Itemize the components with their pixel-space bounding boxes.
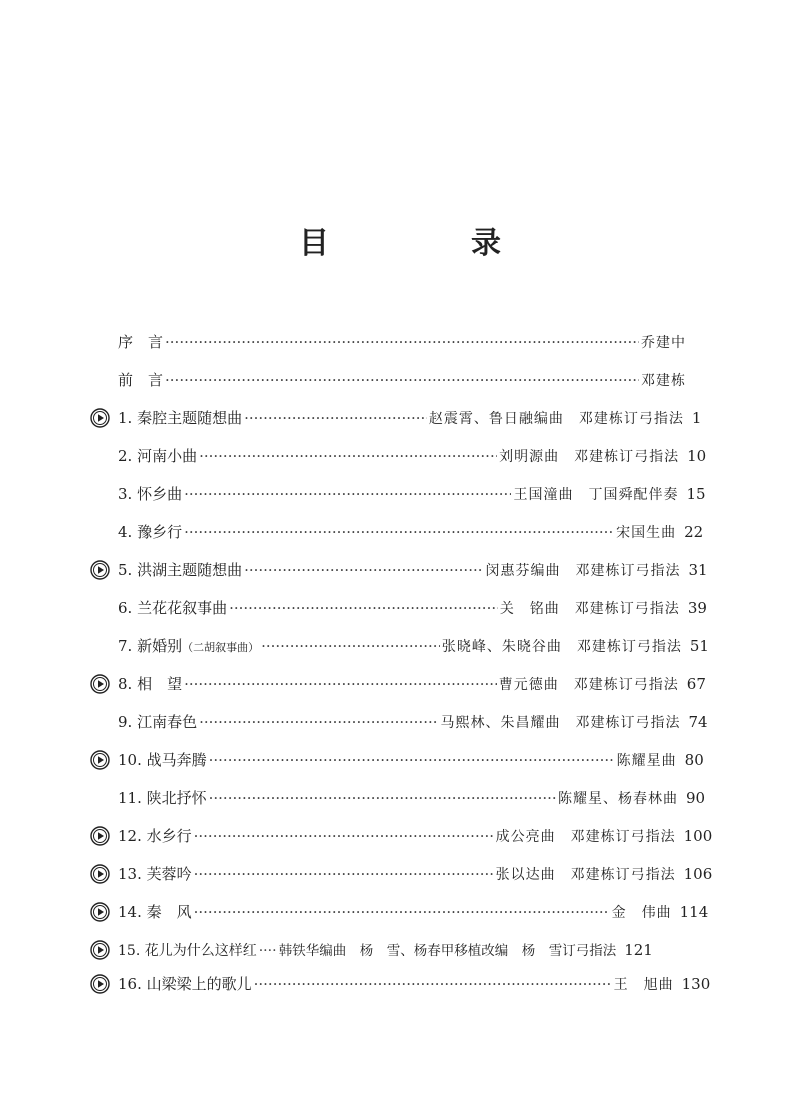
play-circle-icon[interactable] bbox=[90, 826, 110, 846]
entry-credit: 闵惠芬编曲 邓建栋订弓指法 bbox=[485, 563, 681, 579]
leader-dots bbox=[184, 520, 614, 544]
leader-dots bbox=[209, 748, 615, 772]
leader-dots bbox=[259, 939, 277, 963]
toc-entry-4[interactable] bbox=[118, 520, 704, 544]
entry-credit: 张晓峰、朱晓谷曲 邓建栋订弓指法 bbox=[441, 639, 682, 655]
toc-entry-preface[interactable] bbox=[118, 330, 694, 354]
entry-title: 1. 秦腔主题随想曲 bbox=[118, 409, 243, 427]
leader-dots bbox=[199, 444, 497, 468]
entry-title: 14. 秦 风 bbox=[118, 903, 192, 921]
entry-credit: 陈耀星、杨春林曲 bbox=[558, 791, 678, 807]
leader-dots bbox=[184, 482, 511, 506]
entry-page: 114 bbox=[679, 903, 709, 921]
entry-page: 100 bbox=[683, 827, 713, 845]
leader-dots bbox=[244, 558, 483, 582]
entry-page: 1 bbox=[691, 409, 702, 427]
toc-entry-14[interactable] bbox=[118, 900, 709, 924]
entry-page: 130 bbox=[681, 975, 711, 993]
leader-dots bbox=[254, 972, 612, 996]
entry-page: 121 bbox=[624, 941, 653, 959]
page-title: 目 录 bbox=[299, 226, 557, 261]
entry-title: 序 言 bbox=[118, 333, 164, 351]
entry-title: 12. 水乡行 bbox=[118, 827, 192, 845]
leader-dots bbox=[194, 824, 494, 848]
entry-title: 6. 兰花花叙事曲 bbox=[118, 599, 228, 617]
entry-page: 51 bbox=[689, 637, 709, 655]
entry-page: 31 bbox=[688, 561, 708, 579]
entry-page: 106 bbox=[683, 865, 713, 883]
leader-dots bbox=[209, 786, 556, 810]
entry-credit: 王 旭曲 bbox=[613, 977, 674, 993]
toc-entry-15[interactable] bbox=[118, 938, 694, 962]
entry-credit: 刘明源曲 邓建栋订弓指法 bbox=[499, 449, 680, 465]
toc-entry-7[interactable] bbox=[118, 634, 709, 658]
toc-entry-12[interactable] bbox=[118, 824, 713, 848]
toc-entry-5[interactable] bbox=[118, 558, 708, 582]
leader-dots bbox=[261, 634, 440, 658]
entry-title: 8. 相 望 bbox=[118, 675, 183, 693]
entry-page: 90 bbox=[686, 789, 706, 807]
entry-credit: 金 伟曲 bbox=[611, 905, 672, 921]
leader-dots bbox=[184, 672, 497, 696]
entry-page: 39 bbox=[687, 599, 707, 617]
toc-entry-1[interactable] bbox=[118, 406, 702, 430]
toc-entry-9[interactable] bbox=[118, 710, 708, 734]
play-circle-icon[interactable] bbox=[90, 902, 110, 922]
toc-entry-11[interactable] bbox=[118, 786, 706, 810]
entry-title: 16. 山梁梁上的歌儿 bbox=[118, 975, 252, 993]
entry-title: 13. 芙蓉吟 bbox=[118, 865, 192, 883]
entry-title: 11. 陕北抒怀 bbox=[118, 789, 207, 807]
entry-credit: 邓建栋 bbox=[641, 373, 686, 389]
entry-credit: 韩铁华编曲 杨 雪、杨春甲移植改编 杨 雪订弓指法 bbox=[278, 943, 617, 959]
entry-page: 80 bbox=[684, 751, 704, 769]
entry-credit: 陈耀星曲 bbox=[616, 753, 677, 769]
entry-credit: 关 铭曲 邓建栋订弓指法 bbox=[499, 601, 680, 617]
play-circle-icon[interactable] bbox=[90, 560, 110, 580]
toc-entry-8[interactable] bbox=[118, 672, 706, 696]
play-circle-icon[interactable] bbox=[90, 974, 110, 994]
entry-credit: 赵震霄、鲁日融编曲 邓建栋订弓指法 bbox=[428, 411, 684, 427]
entry-credit: 王国潼曲 丁国舜配伴奏 bbox=[513, 487, 679, 503]
leader-dots bbox=[194, 862, 494, 886]
entry-subtitle: （二胡叙事曲） bbox=[182, 641, 260, 654]
entry-credit: 曹元德曲 邓建栋订弓指法 bbox=[498, 677, 679, 693]
toc-entry-10[interactable] bbox=[118, 748, 704, 772]
entry-credit: 宋国生曲 bbox=[616, 525, 677, 541]
entry-page: 15 bbox=[686, 485, 706, 503]
toc-entry-6[interactable] bbox=[118, 596, 707, 620]
toc-entry-2[interactable] bbox=[118, 444, 707, 468]
entry-title: 9. 江南春色 bbox=[118, 713, 198, 731]
leader-dots bbox=[229, 596, 498, 620]
entry-title: 3. 怀乡曲 bbox=[118, 485, 183, 503]
entry-credit: 马熙林、朱昌耀曲 邓建栋订弓指法 bbox=[440, 715, 681, 731]
leader-dots bbox=[165, 368, 639, 392]
toc-entry-13[interactable] bbox=[118, 862, 713, 886]
entry-page: 22 bbox=[684, 523, 704, 541]
entry-credit: 成公亮曲 邓建栋订弓指法 bbox=[495, 829, 676, 845]
entry-page: 74 bbox=[688, 713, 708, 731]
entry-title: 10. 战马奔腾 bbox=[118, 751, 207, 769]
entry-page: 67 bbox=[686, 675, 706, 693]
leader-dots bbox=[244, 406, 427, 430]
entry-title: 前 言 bbox=[118, 371, 164, 389]
toc-entry-3[interactable] bbox=[118, 482, 706, 506]
toc-entry-16[interactable] bbox=[118, 972, 711, 996]
entry-credit: 乔建中 bbox=[641, 335, 686, 351]
entry-title: 7. 新婚别 bbox=[118, 637, 183, 655]
entry-title: 5. 洪湖主题随想曲 bbox=[118, 561, 243, 579]
leader-dots bbox=[199, 710, 438, 734]
entry-title: 2. 河南小曲 bbox=[118, 447, 198, 465]
play-circle-icon[interactable] bbox=[90, 864, 110, 884]
play-circle-icon[interactable] bbox=[90, 674, 110, 694]
leader-dots bbox=[165, 330, 639, 354]
leader-dots bbox=[194, 900, 610, 924]
toc-entry-foreword[interactable] bbox=[118, 368, 694, 392]
play-circle-icon[interactable] bbox=[90, 940, 110, 960]
play-circle-icon[interactable] bbox=[90, 750, 110, 770]
entry-title: 4. 豫乡行 bbox=[118, 523, 183, 541]
entry-page: 10 bbox=[687, 447, 707, 465]
entry-credit: 张以达曲 邓建栋订弓指法 bbox=[495, 867, 676, 883]
entry-title: 15. 花儿为什么这样红 bbox=[118, 943, 257, 959]
play-circle-icon[interactable] bbox=[90, 408, 110, 428]
